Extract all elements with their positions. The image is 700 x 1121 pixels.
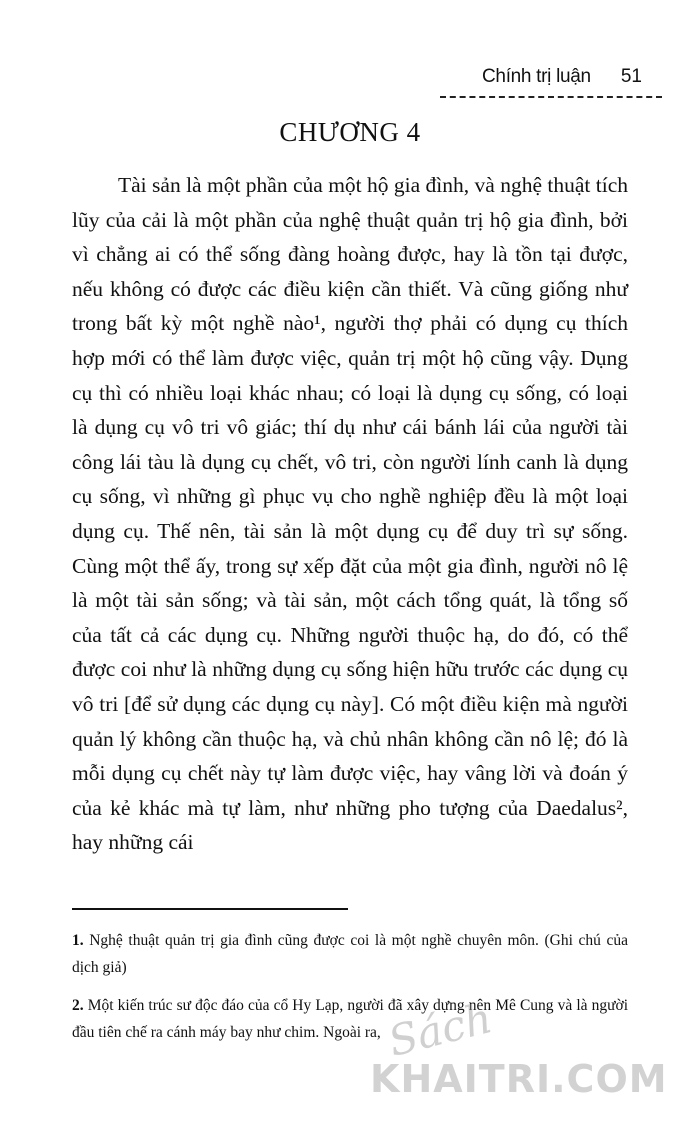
watermark-script: Sách — [383, 993, 497, 1066]
footnote-1-number: 1. — [72, 932, 84, 949]
running-head — [440, 64, 662, 94]
watermark — [370, 993, 690, 1115]
footnote-2-number: 2. — [72, 997, 84, 1014]
watermark-brand: KHAITRI.COM — [370, 1057, 668, 1101]
running-head-dotted-rule — [440, 96, 662, 98]
chapter-title: CHƯƠNG 4 — [279, 117, 421, 147]
body-paragraph: Tài sản là một phần của một hộ gia đình, và nghệ thuật tích lũy của cải là một phần của nghệ thuật quản trị hộ gia đình, bởi vì chẳng ai có thể sống đàng hoàng được, hay là tồn tại được, nếu không có được các điều kiện cần thiết. Và cũng giống như trong bất kỳ một nghề nào¹, người thợ phải có dụng cụ thích hợp mới có thể làm được việc, quản trị một hộ cũng vậy. Dụng cụ thì có nhiều loại khác nhau; có loại là dụng cụ sống, có loại là dụng cụ vô tri vô giác; thí dụ như cái bánh lái của người tài công lái tàu là dụng cụ chết, vô tri, còn người lính canh là dụng cụ sống, vì những gì phục vụ cho nghề nghiệp đều là một loại dụng cụ. Thế nên, tài sản là một dụng cụ để duy trì sự sống. Cùng một thể ấy, trong sự xếp đặt của một gia đình, người nô lệ là một tài sản sống; và tài sản, một cách tổng quát, là tổng số của tất cả các dụng cụ. Những người thuộc hạ, do đó, có thể được coi như là những dụng cụ sống hiện hữu trước các dụng cụ vô tri [để sử dụng các dụng cụ này]. Có một điều kiện mà người quản lý không cần thuộc hạ, và chủ nhân không cần nô lệ; đó là mỗi dụng cụ chết này tự làm được việc, hay vâng lời và đoán ý của kẻ khác mà tự làm, như những pho tượng của Daedalus², hay những cái — [72, 173, 628, 855]
footnote-1 — [72, 927, 628, 981]
running-head-title: Chính trị luận — [482, 66, 591, 87]
footnote-separator — [72, 908, 348, 910]
footnote-2-text: Một kiến trúc sư độc đáo của cổ Hy Lạp, người đã xây dựng nên Mê Cung và là người đầu tiên chế ra cánh máy bay như chim. Ngoài ra, — [72, 997, 629, 1041]
footnote-1-text: Nghệ thuật quản trị gia đình cũng được coi là một nghề chuyên môn. (Ghi chú của dịch giả) — [72, 932, 628, 976]
page-number: 51 — [620, 66, 642, 87]
